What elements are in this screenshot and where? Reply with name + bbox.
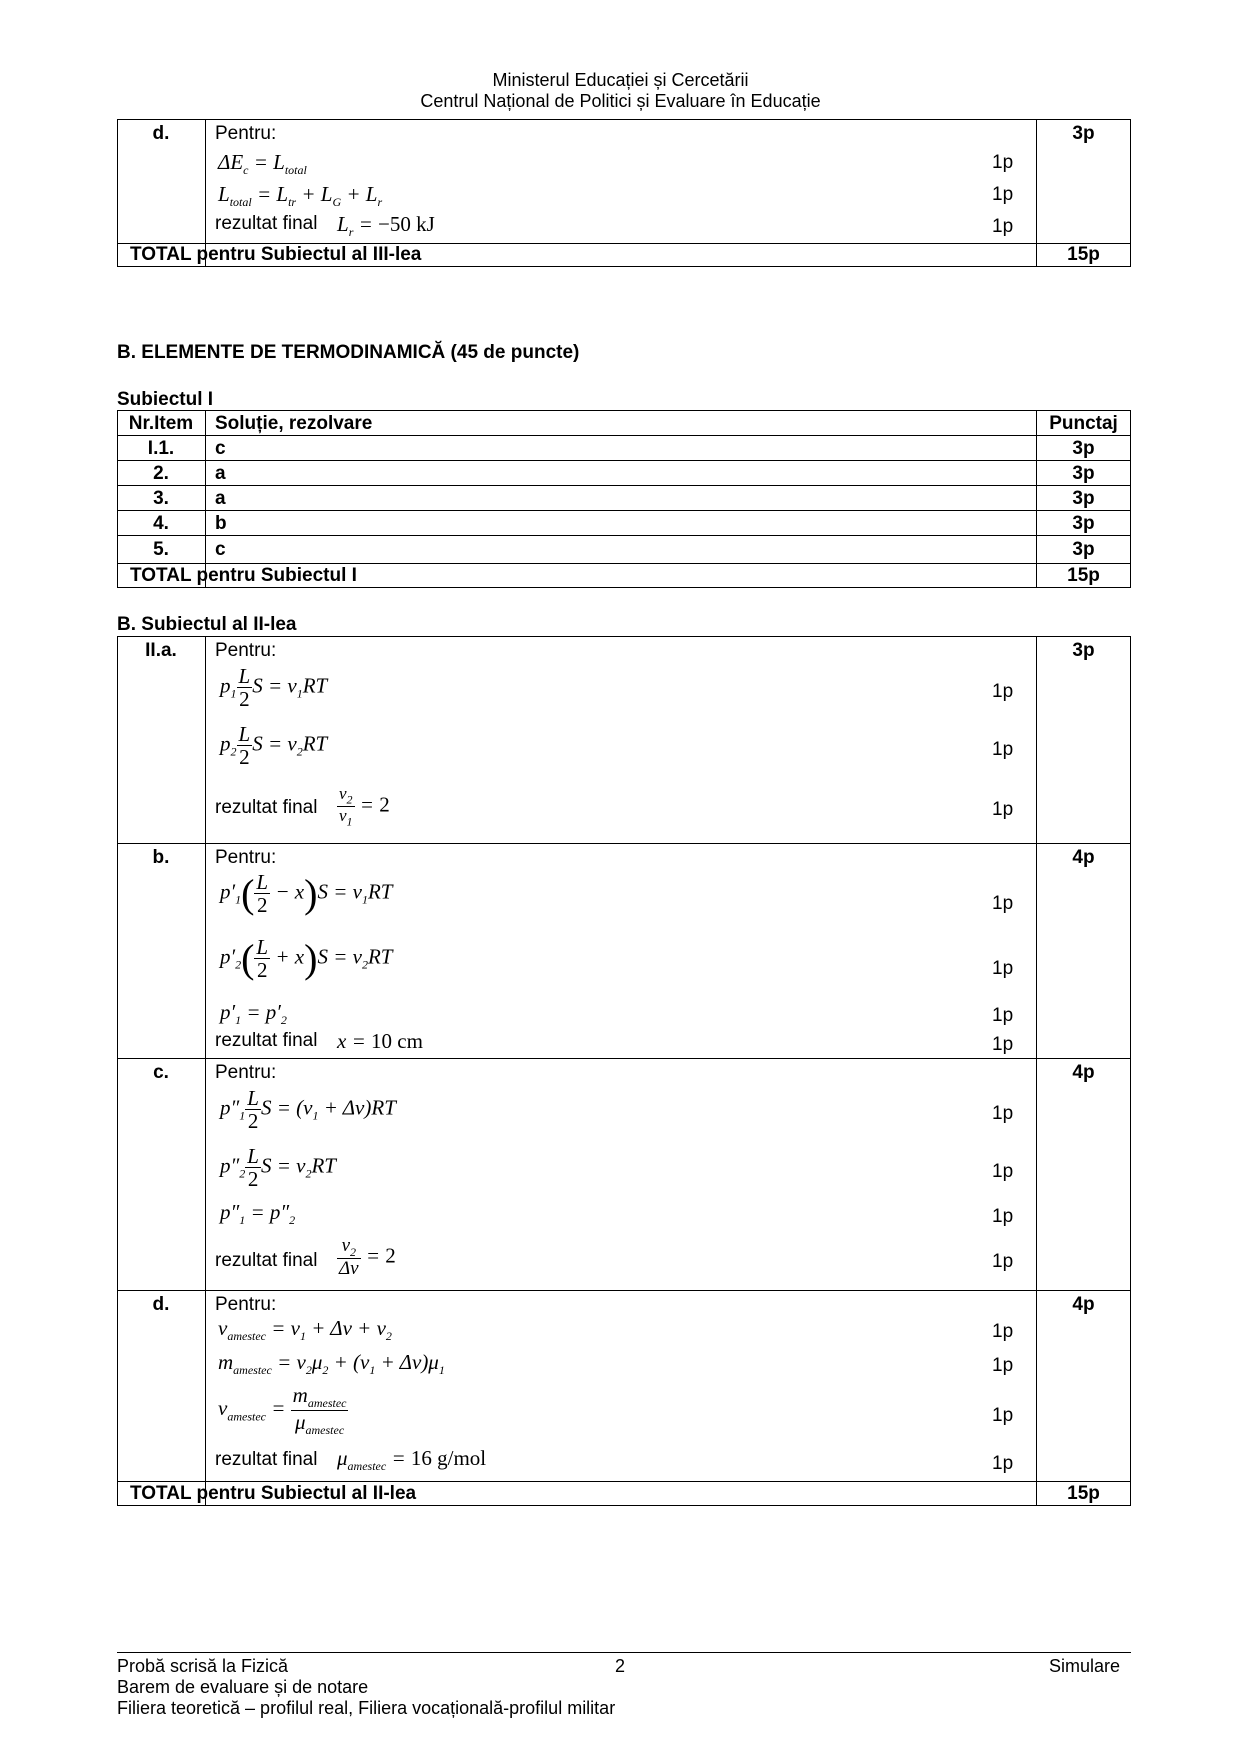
- IIc-pt3: 1p: [992, 1206, 1014, 1227]
- IIc-pentru: Pentru:: [215, 1062, 277, 1083]
- col-header-score: Punctaj: [1049, 413, 1118, 434]
- item-IId: d.: [152, 1294, 170, 1315]
- table-row: 2.: [153, 463, 169, 484]
- formula-IIb-2: $p'_2$( $\frac{L}{2}$ + $x)S = \nu_2RT$: [220, 934, 393, 982]
- IIa-pt1: 1p: [992, 681, 1014, 702]
- IIc-pt1: 1p: [992, 1103, 1014, 1124]
- formula-IIc-1: $p''_1$ $\frac{L}{2}$ $S = (\nu_1 + \Delta\nu)RT$: [220, 1086, 396, 1134]
- table-row-score: 3p: [1072, 539, 1095, 560]
- table-row-answer: c: [215, 539, 226, 560]
- table-row-score: 3p: [1072, 438, 1095, 459]
- partA-d-item: d.: [152, 123, 170, 144]
- subiect1-title: Subiectul I: [117, 389, 214, 410]
- IIc-pt4: 1p: [992, 1251, 1014, 1272]
- footer-filiera: Filiera teoretică – profilul real, Filiera vocațională-profilul militar: [117, 1698, 616, 1718]
- header-center: Centrul Național de Politici și Evaluare în Educație: [420, 91, 821, 111]
- subiect1-total-label: TOTAL pentru Subiectul I: [130, 565, 357, 586]
- IIb-score: 4p: [1072, 847, 1095, 868]
- IIa-pentru: Pentru:: [215, 640, 277, 661]
- formula-IId-2: $m_{amestec} = \nu_2\mu_2 + (\nu_1 + \Delta\nu)\mu_1$: [218, 1350, 445, 1378]
- IId-rezultat: rezultat final: [215, 1449, 318, 1470]
- footer-simulare: Simulare: [1048, 1656, 1120, 1676]
- table-row-answer: a: [215, 488, 226, 509]
- col-header-solution: Soluție, rezolvare: [215, 413, 373, 434]
- partA-total-score: 15p: [1067, 244, 1100, 265]
- formula-IIa-result: $\frac{\nu_2}{\nu_1}$ = 2: [339, 784, 390, 829]
- footer-divider: [117, 1652, 1131, 1653]
- IIa-rezultat: rezultat final: [215, 797, 318, 818]
- table-row: 5.: [153, 539, 169, 560]
- table-row: 4.: [153, 513, 169, 534]
- footer-exam: Probă scrisă la Fizică: [117, 1656, 289, 1676]
- footer-left: [117, 1656, 615, 1719]
- subiect1-table: [117, 410, 1131, 588]
- formula-IIc-3: $p''_1 = p''_2$: [220, 1200, 296, 1228]
- table-row: I.1.: [147, 438, 175, 459]
- formula-IId-result: $\mu_{amestec} = 16$ g/mol: [337, 1446, 487, 1474]
- page-header: [0, 70, 1241, 112]
- table-row: 3.: [153, 488, 169, 509]
- page-number: 2: [614, 1656, 625, 1676]
- IIa-pt3: 1p: [992, 799, 1014, 820]
- header-ministry: Ministerul Educației și Cercetării: [492, 70, 749, 90]
- item-IIc: c.: [153, 1062, 169, 1083]
- IIb-pt2: 1p: [992, 958, 1014, 979]
- IId-pt3: 1p: [992, 1405, 1014, 1426]
- IIb-pt1: 1p: [992, 893, 1014, 914]
- subiect1-total-score: 15p: [1067, 565, 1100, 586]
- formula-IIb-3: $p'_1 = p'_2$: [220, 1000, 287, 1028]
- table-row-score: 3p: [1072, 488, 1095, 509]
- partA-d-pt2: 1p: [992, 184, 1014, 205]
- table-row-answer: b: [215, 513, 227, 534]
- IIb-pentru: Pentru:: [215, 847, 277, 868]
- IId-pt2: 1p: [992, 1355, 1014, 1376]
- col-header-item: Nr.Item: [128, 413, 194, 434]
- IIb-pt3: 1p: [992, 1005, 1014, 1026]
- formula-energy-work: $\Delta E_c = L_{total}$: [218, 150, 307, 178]
- item-IIb: b.: [152, 847, 170, 868]
- formula-IIb-result: x = 10 cm: [337, 1029, 423, 1053]
- partA-total-label: TOTAL pentru Subiectul al III-lea: [130, 244, 422, 265]
- formula-IId-3: $\nu_{amestec}$ = $\frac{m_{amestec}}{\mu_{amestec}}$: [218, 1383, 347, 1437]
- IId-pentru: Pentru:: [215, 1294, 277, 1315]
- table-row-score: 3p: [1072, 463, 1095, 484]
- IIc-score: 4p: [1072, 1062, 1095, 1083]
- IId-pt1: 1p: [992, 1321, 1014, 1342]
- IIb-pt4: 1p: [992, 1034, 1014, 1055]
- subiect2-total-score: 15p: [1067, 1483, 1100, 1504]
- IIc-pt2: 1p: [992, 1161, 1014, 1182]
- partA-d-score: 3p: [1072, 123, 1095, 144]
- IIc-rezultat: rezultat final: [215, 1250, 318, 1271]
- partA-d-rezultat: rezultat final: [215, 213, 318, 234]
- item-IIa: II.a.: [145, 640, 177, 661]
- IIa-pt2: 1p: [992, 739, 1014, 760]
- subiect2-title: B. Subiectul al II-lea: [117, 614, 297, 635]
- formula-IIa-1: $p_1$ $\frac{L}{2}$ $S = \nu_1RT$: [220, 664, 328, 712]
- formula-result-Lr: $L_r = -50$ kJ: [337, 212, 435, 240]
- formula-IIc-2: $p''_2$ $\frac{L}{2}$ $S = \nu_2RT$: [220, 1144, 336, 1192]
- formula-IIa-2: $p_2$ $\frac{L}{2}$ $S = \nu_2RT$: [220, 722, 328, 770]
- IIb-rezultat: rezultat final: [215, 1030, 318, 1051]
- IIa-score: 3p: [1072, 640, 1095, 661]
- formula-IIb-1: $p'_1$( $\frac{L}{2}$ − $x)S = \nu_1RT$: [220, 869, 393, 917]
- footer-barem: Barem de evaluare și de notare: [117, 1677, 369, 1697]
- table-row-score: 3p: [1072, 513, 1095, 534]
- IId-pt4: 1p: [992, 1453, 1014, 1474]
- sectionB-title: B. ELEMENTE DE TERMODINAMICĂ (45 de puncte): [117, 342, 580, 363]
- subiect2-total-label: TOTAL pentru Subiectul al II-lea: [130, 1483, 417, 1504]
- formula-IIc-result: $\frac{\nu_2}{\Delta\nu}$ = 2: [339, 1235, 396, 1280]
- partA-d-pt1: 1p: [992, 152, 1014, 173]
- formula-IId-1: $\nu_{amestec} = \nu_1 + \Delta\nu + \nu_2$: [218, 1316, 392, 1344]
- table-row-answer: c: [215, 438, 226, 459]
- formula-total-work: $L_{total} = L_{tr} + L_G + L_r$: [218, 182, 383, 210]
- table-row-answer: a: [215, 463, 226, 484]
- partA-d-pt3: 1p: [992, 216, 1014, 237]
- IId-score: 4p: [1072, 1294, 1095, 1315]
- partA-d-pentru: Pentru:: [215, 123, 277, 144]
